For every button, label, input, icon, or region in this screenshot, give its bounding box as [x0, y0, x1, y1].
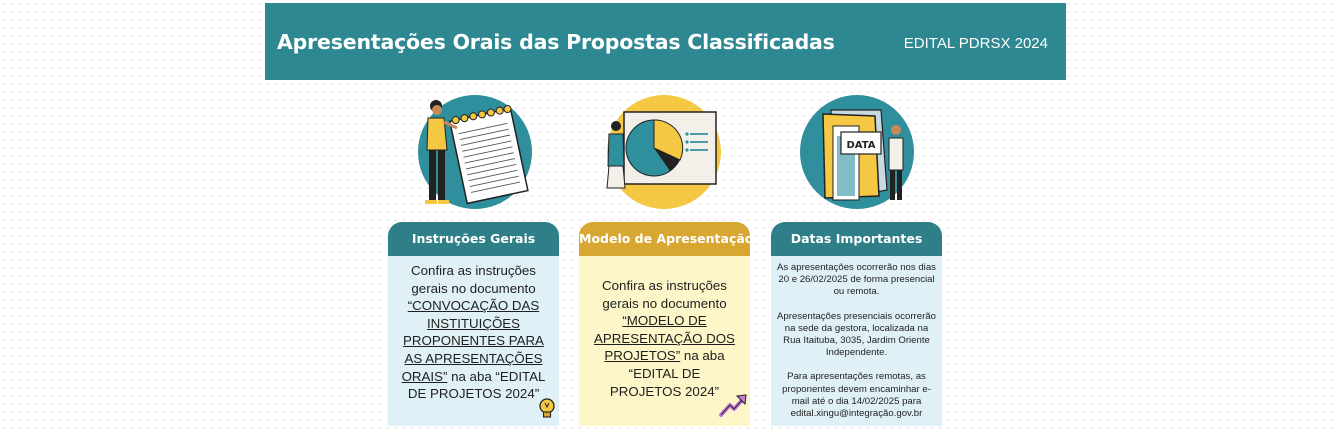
card-body: [388, 256, 559, 426]
document-link[interactable]: “MODELO DE APRESENTAÇÃO DOS PROJETOS”: [594, 313, 735, 364]
card-title: Datas Importantes: [771, 222, 942, 256]
card-datas-importantes: [771, 222, 942, 426]
card-text-post: na aba “EDITAL DE PROJETOS 2024”: [407, 368, 546, 402]
remote-paragraph: Para apresentações remotas, as proponentes devem encaminhar e-mail até o dia 14/02/2025 para edital.xingu@integração.gov.br: [782, 371, 931, 420]
pie-chart-presentation-illustration: [604, 92, 724, 212]
data-folder-person-illustration: [795, 92, 915, 212]
card-text: [398, 262, 549, 403]
document-link[interactable]: “CONVOCAÇÃO DAS INSTITUIÇÕES PROPONENTES PARA AS APRESENTAÇÕES ORAIS”: [401, 298, 544, 384]
dates-paragraph: As apresentações ocorrerão nos dias 20 e 26/02/2025 de forma presencial ou remota.: [777, 262, 936, 298]
page-title: Apresentações Orais das Propostas Classificadas: [277, 30, 835, 54]
card-modelo-apresentacao: [579, 222, 754, 426]
card-text-pre: Confira as instruções gerais no documento: [411, 263, 536, 296]
card-text-post: na aba “EDITAL DE PROJETOS 2024”: [609, 348, 725, 399]
card-body: [579, 256, 750, 426]
card-body: [771, 256, 942, 426]
trend-arrow-icon: [718, 392, 748, 418]
card-text: [776, 262, 937, 420]
folder-label: DATA: [846, 140, 876, 151]
card-text: [593, 277, 736, 400]
card-text-pre: Confira as instruções gerais no documento: [602, 278, 727, 311]
card-instrucoes-gerais: [388, 222, 559, 426]
header-banner: [265, 3, 1066, 80]
lightbulb-icon: [537, 397, 559, 421]
notepad-person-illustration: [413, 92, 533, 212]
in-person-paragraph: Apresentações presenciais ocorrerão na sede da gestora, localizada na Rua Itaituba, 3035, Jardim Oriente Independente.: [777, 310, 936, 359]
card-title: Modelo de Apresentação: [579, 222, 750, 256]
edital-label: EDITAL PDRSX 2024: [903, 35, 1048, 52]
card-title: Instruções Gerais: [388, 222, 559, 256]
